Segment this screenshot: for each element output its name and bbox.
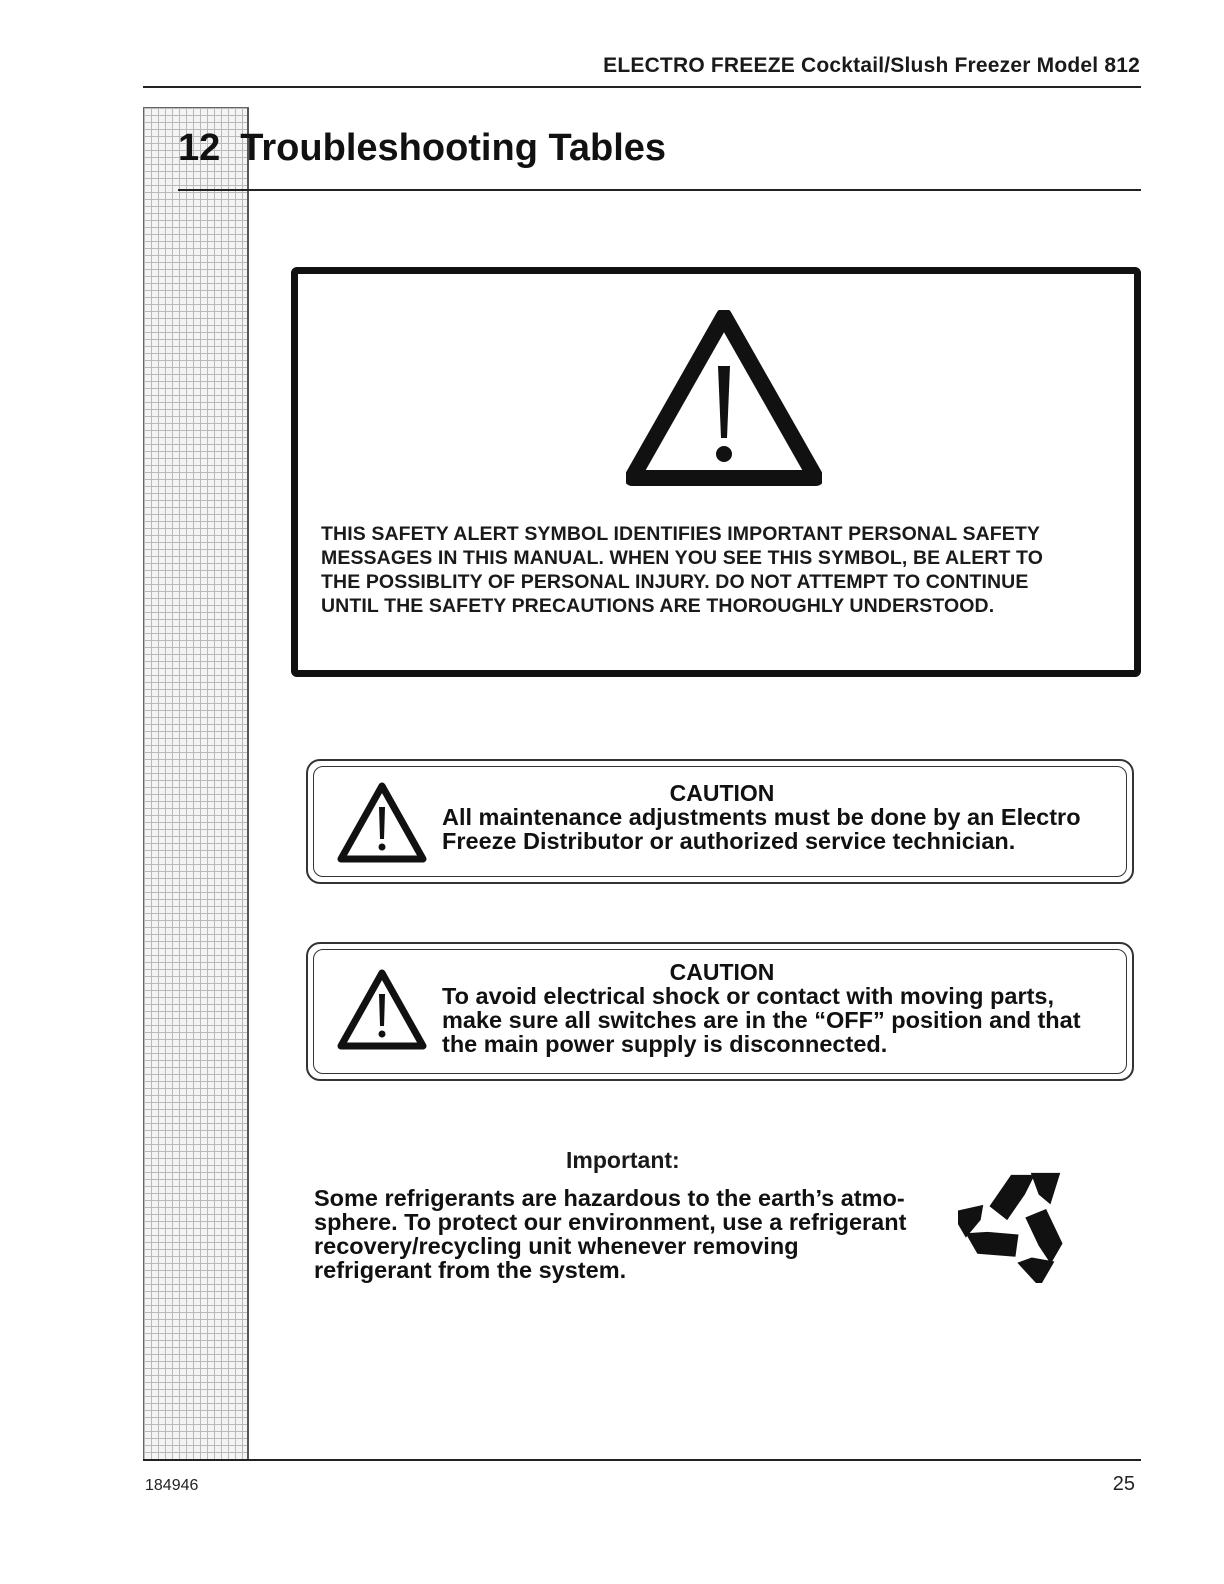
caution-text	[442, 984, 1132, 1056]
footer-rule	[143, 1459, 1141, 1461]
document-number: 184946	[145, 1477, 199, 1494]
caution-box-maintenance	[306, 759, 1134, 884]
caution-title: CAUTION	[669, 959, 775, 985]
caution-line: Freeze Distributor or authorized service technician.	[442, 828, 1016, 854]
caution-title: CAUTION	[669, 780, 775, 806]
important-line: refrigerant from the system.	[314, 1257, 627, 1283]
safety-alert-line: MESSAGES IN THIS MANUAL. WHEN YOU SEE THIS SYMBOL, BE ALERT TO	[321, 547, 1043, 569]
important-line: recovery/recycling unit whenever removing	[314, 1233, 799, 1259]
important-title: Important:	[566, 1147, 680, 1173]
important-line: Some refrigerants are hazardous to the earth’s atmo-	[314, 1185, 905, 1211]
margin-grid-strip	[143, 107, 249, 1460]
page-number: 25	[1112, 1473, 1135, 1495]
caution-triangle-icon	[336, 968, 428, 1052]
caution-line: All maintenance adjustments must be done by an Electro	[442, 804, 1081, 830]
caution-line: make sure all switches are in the “OFF” position and that	[442, 1007, 1081, 1033]
safety-alert-line: UNTIL THE SAFETY PRECAUTIONS ARE THOROUGHLY UNDERSTOOD.	[321, 595, 995, 617]
important-text	[314, 1186, 954, 1282]
warning-triangle-icon	[626, 310, 822, 486]
caution-triangle-icon	[336, 781, 428, 865]
safety-alert-text	[321, 522, 1141, 618]
document-header-title: ELECTRO FREEZE Cocktail/Slush Freezer Model 812	[603, 54, 1140, 77]
caution-line: To avoid electrical shock or contact with moving parts,	[442, 983, 1055, 1009]
safety-alert-line: THE POSSIBLITY OF PERSONAL INJURY. DO NOT ATTEMPT TO CONTINUE	[321, 571, 1029, 593]
caution-text	[442, 805, 1132, 853]
important-line: sphere. To protect our environment, use a refrigerant	[314, 1209, 907, 1235]
safety-alert-box	[291, 267, 1141, 677]
section-rule	[178, 189, 1141, 191]
safety-alert-line: THIS SAFETY ALERT SYMBOL IDENTIFIES IMPORTANT PERSONAL SAFETY	[321, 523, 1040, 545]
section-number: 12	[178, 127, 221, 169]
header-rule	[143, 86, 1141, 88]
caution-box-electrical	[306, 942, 1134, 1081]
caution-line: the main power supply is disconnected.	[442, 1031, 888, 1057]
recycle-icon	[958, 1165, 1076, 1283]
section-title: Troubleshooting Tables	[240, 127, 667, 169]
section-heading	[178, 127, 666, 170]
